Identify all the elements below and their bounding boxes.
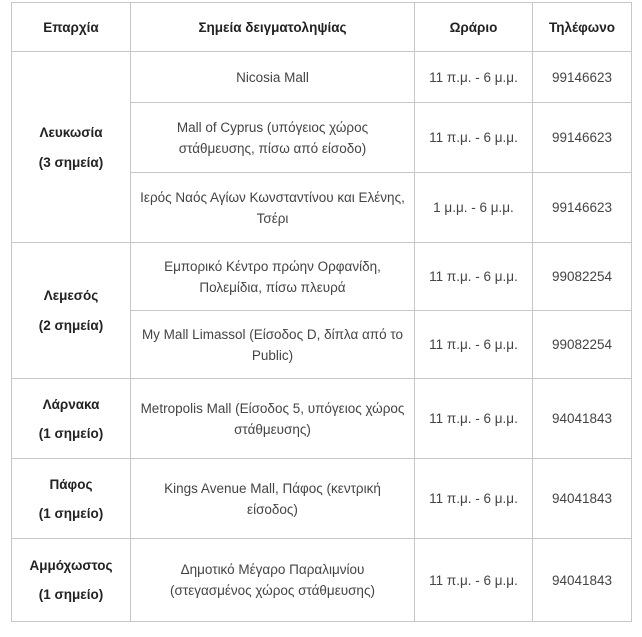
hours-cell: 11 π.μ. - 6 μ.μ. (415, 539, 533, 622)
hours-cell: 11 π.μ. - 6 μ.μ. (415, 103, 533, 173)
header-points: Σημεία δειγματοληψίας (131, 3, 415, 52)
hours-cell: 1 μ.μ. - 6 μ.μ. (415, 173, 533, 243)
sampling-point: Metropolis Mall (Είσοδος 5, υπόγειος χώρος στάθμευσης) (131, 379, 415, 459)
province-cell-paphos (12, 459, 131, 539)
hours-cell: 11 π.μ. - 6 μ.μ. (415, 243, 533, 311)
sampling-points-table (11, 2, 632, 622)
province-count: (2 σημεία) (38, 318, 104, 333)
hours-cell: 11 π.μ. - 6 μ.μ. (415, 459, 533, 539)
province-name: Αμμόχωστος (29, 558, 113, 573)
phone-cell: 99082254 (533, 243, 632, 311)
phone-cell: 94041843 (533, 539, 632, 622)
province-count: (1 σημείο) (38, 505, 104, 521)
sampling-point: Kings Avenue Mall, Πάφος (κεντρική είσοδος) (131, 459, 415, 539)
hours-cell: 11 π.μ. - 6 μ.μ. (415, 52, 533, 103)
header-province: Επαρχία (12, 3, 131, 52)
phone-cell: 99146623 (533, 173, 632, 243)
sampling-point: My Mall Limassol (Είσοδος D, δίπλα από το Public) (131, 311, 415, 379)
sampling-point: Δημοτικό Μέγαρο Παραλιμνίου (στεγασμένος χώρος στάθμευσης) (131, 539, 415, 622)
phone-cell: 94041843 (533, 459, 632, 539)
province-cell-larnaca (12, 379, 131, 459)
province-count: (1 σημείο) (38, 587, 104, 602)
phone-cell: 99146623 (533, 103, 632, 173)
table-row (12, 379, 632, 459)
table-row (12, 243, 632, 311)
header-row (12, 3, 632, 52)
sampling-point: Mall of Cyprus (υπόγειος χώρος στάθμευσης, πίσω από είσοδο) (131, 103, 415, 173)
table-row (12, 459, 632, 539)
province-name: Λευκωσία (39, 124, 103, 140)
province-cell-nicosia (12, 52, 131, 243)
header-hours: Ωράριο (415, 3, 533, 52)
phone-cell: 99082254 (533, 311, 632, 379)
province-name: Πάφος (49, 476, 93, 492)
phone-cell: 94041843 (533, 379, 632, 459)
table-row (12, 539, 632, 622)
header-phone: Τηλέφωνο (533, 3, 632, 52)
phone-cell: 99146623 (533, 52, 632, 103)
province-name: Λάρνακα (42, 396, 100, 412)
province-count: (3 σημεία) (38, 154, 104, 170)
sampling-point: Ιερός Ναός Αγίων Κωνσταντίνου και Ελένης, Τσέρι (131, 173, 415, 243)
hours-cell: 11 π.μ. - 6 μ.μ. (415, 379, 533, 459)
hours-cell: 11 π.μ. - 6 μ.μ. (415, 311, 533, 379)
sampling-point: Nicosia Mall (131, 52, 415, 103)
province-cell-limassol (12, 243, 131, 379)
table-row (12, 52, 632, 103)
province-cell-famagusta (12, 539, 131, 622)
sampling-point: Εμπορικό Κέντρο πρώην Ορφανίδη, Πολεμίδια, πίσω πλευρά (131, 243, 415, 311)
province-count: (1 σημείο) (38, 425, 104, 441)
province-name: Λεμεσός (43, 288, 99, 303)
